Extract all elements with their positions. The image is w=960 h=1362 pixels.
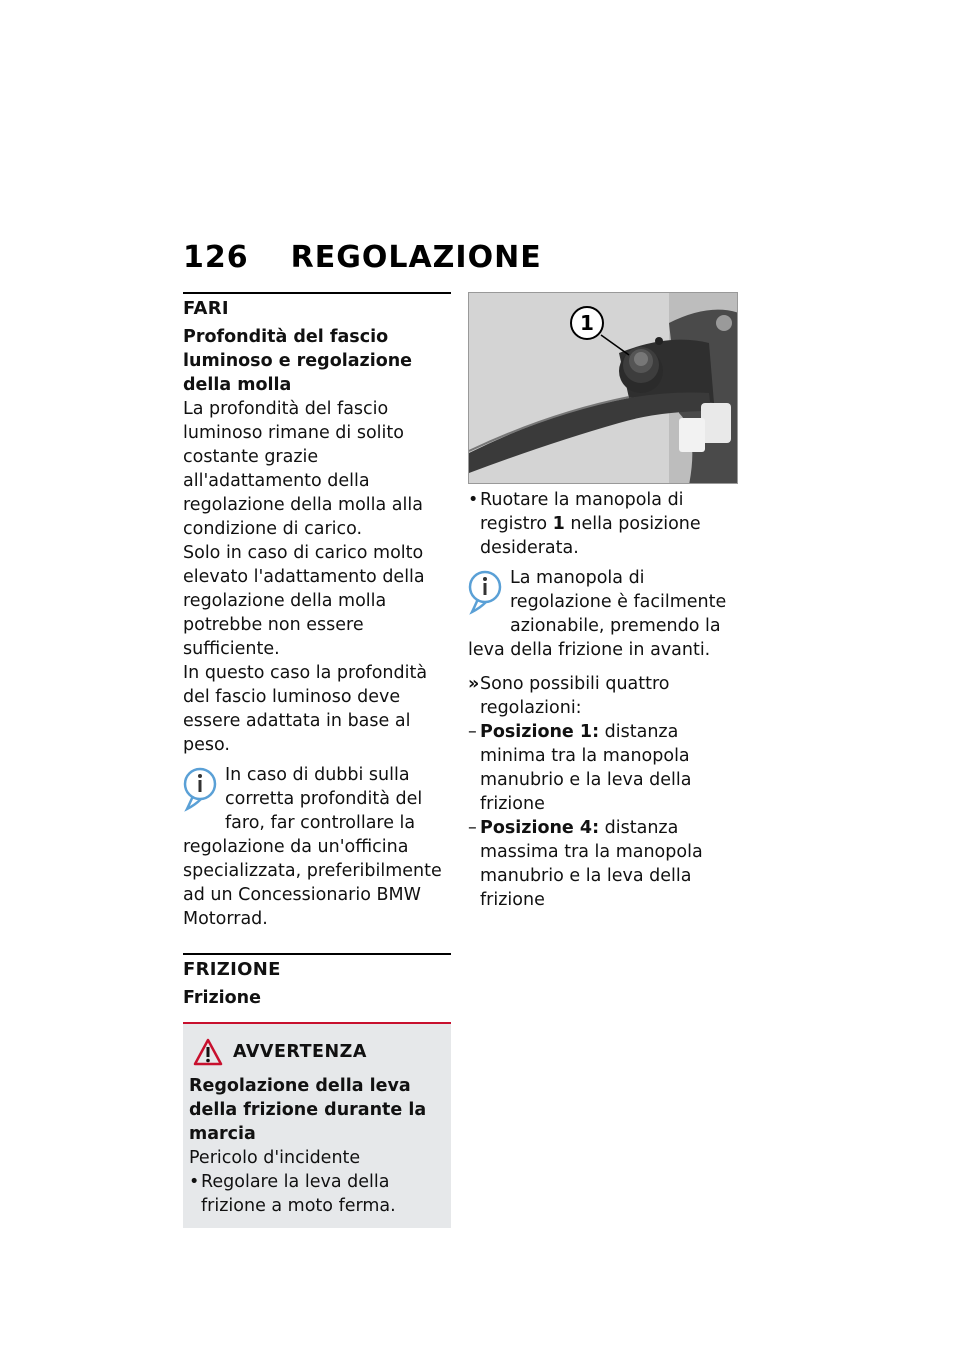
instruction-text-suffix: nella posizione desiderata. (480, 514, 701, 558)
paragraph: La profondità del fascio luminoso rimane di solito costante grazie all'adattamento della regolazione della molla alla condizione di carico. (183, 399, 423, 539)
warning-bullet (189, 1170, 447, 1218)
info-icon (183, 765, 221, 813)
instruction-text-bold: 1 (552, 514, 565, 534)
warning-header (189, 1038, 447, 1066)
position-text: distanza minima tra la manopola manubrio e la leva della frizione (480, 722, 692, 814)
paragraph: Solo in caso di carico molto elevato l'adattamento della regolazione della molla potrebbe non essere sufficiente. (183, 543, 425, 659)
section-divider (183, 292, 451, 294)
position-label: Posizione 1: (480, 722, 600, 742)
position-item (468, 720, 738, 816)
clutch-lever-figure (468, 292, 738, 484)
result-arrow-icon: » (468, 674, 480, 694)
warning-subheading: Regolazione della leva della frizione durante la marcia (189, 1076, 427, 1144)
result-text: Sono possibili quattro regolazioni: (480, 674, 670, 718)
dash-icon: – (468, 722, 477, 742)
left-column (183, 292, 451, 1228)
dash-icon: – (468, 818, 477, 838)
bullet-dot-icon: • (468, 490, 479, 510)
figure-callout-label: 1 (580, 311, 594, 335)
info-text: In caso di dubbi sulla corretta profondità del faro, far controllare la regolazione da un'officina specializzata, preferibilmente ad un Concessionario BMW Motorrad. (183, 765, 442, 929)
page-header (183, 240, 542, 275)
result-row (468, 672, 738, 720)
warning-text: Pericolo d'incidente (189, 1148, 361, 1168)
position-text: distanza massima tra la manopola manubrio e la leva della frizione (480, 818, 703, 910)
clutch-lever-illustration (469, 293, 738, 484)
info-note (183, 763, 451, 931)
position-item (468, 816, 738, 912)
instruction-bullet (468, 488, 738, 560)
warning-box (183, 1022, 451, 1228)
warning-bullet-text: Regolare la leva della frizione a moto ferma. (201, 1172, 396, 1216)
section-title-frizione: FRIZIONE (183, 959, 281, 980)
info-note (468, 566, 738, 662)
position-label: Posizione 4: (480, 818, 600, 838)
subheading-fari: Profondità del fascio luminoso e regolazione della molla (183, 327, 413, 395)
section-divider (183, 953, 451, 955)
info-icon (468, 568, 506, 616)
bullet-dot-icon: • (189, 1172, 200, 1192)
info-text: La manopola di regolazione è facilmente azionabile, premendo la leva della frizione in avanti. (468, 568, 727, 660)
page-number: 126 (183, 240, 249, 275)
paragraph: In questo caso la profondità del fascio luminoso deve essere adattata in base al peso. (183, 663, 428, 755)
warning-title: AVVERTENZA (233, 1042, 367, 1062)
chapter-title: REGOLAZIONE (290, 240, 542, 275)
right-column (468, 292, 738, 912)
section-title-fari: FARI (183, 298, 229, 319)
subheading-frizione: Frizione (183, 988, 261, 1008)
instruction-text-prefix: Ruotare la manopola di registro (480, 490, 684, 534)
warning-triangle-icon (193, 1038, 223, 1066)
